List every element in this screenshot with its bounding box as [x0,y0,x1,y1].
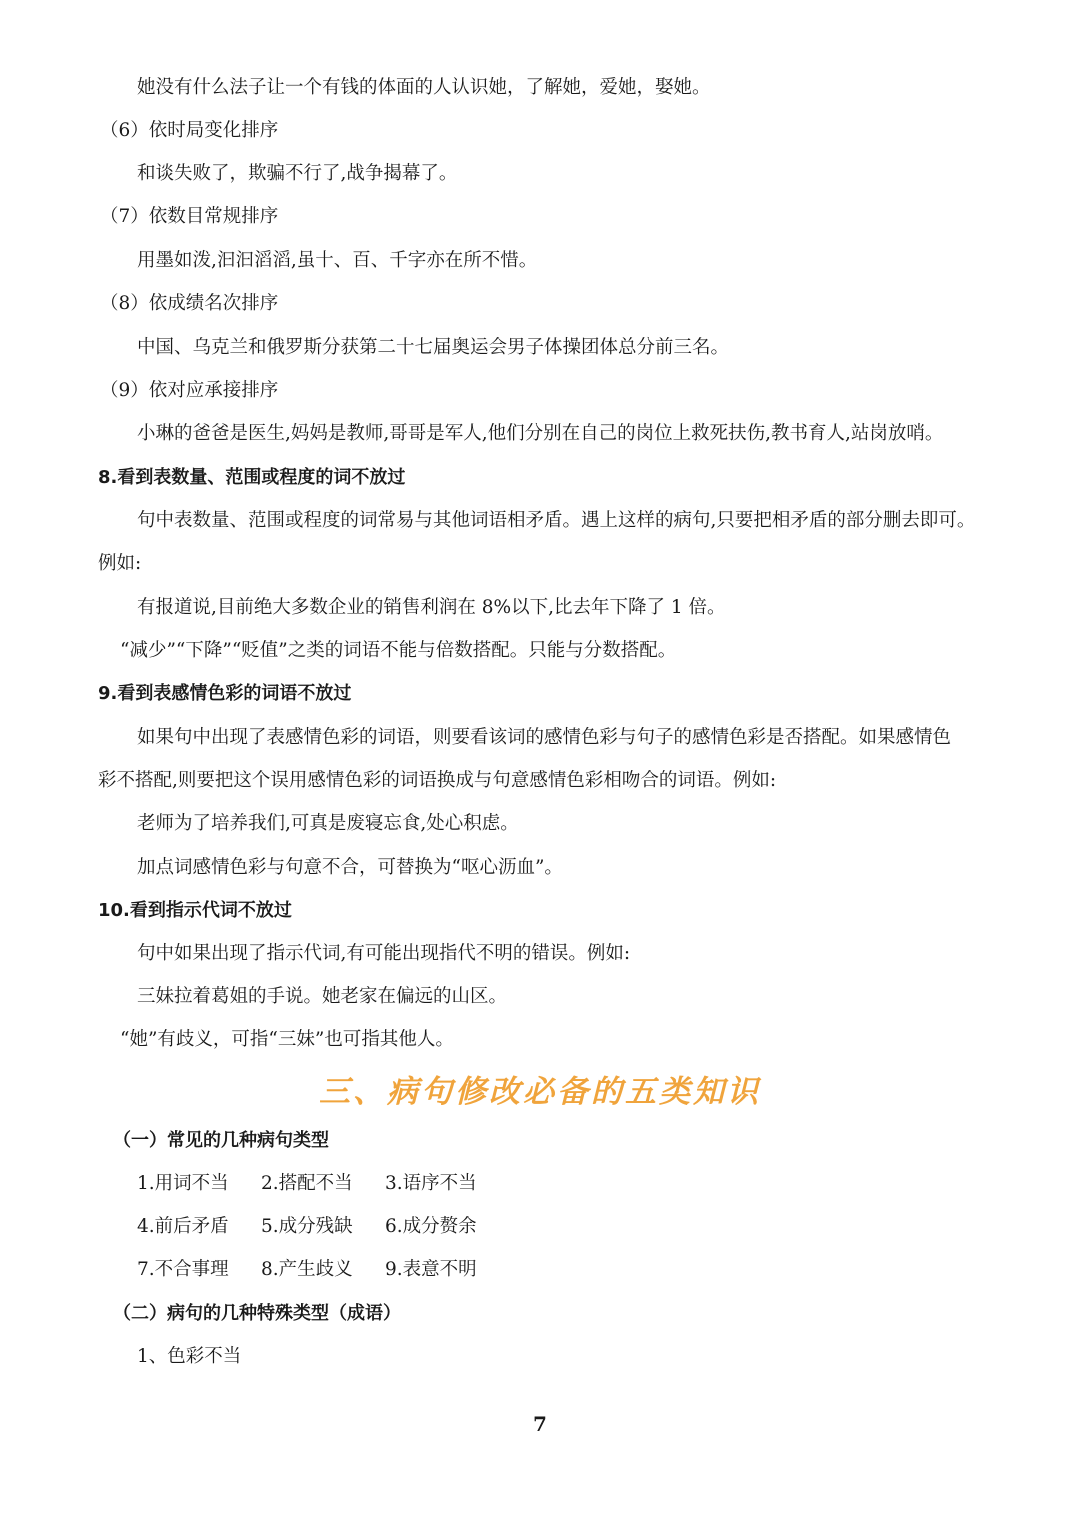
example-sentence: 小琳的爸爸是医生,妈妈是教师,哥哥是军人,他们分别在自己的岗位上救死扶伤,教书育人,站岗放哨。 [137,423,944,444]
example-sentence: 老师为了培养我们,可真是废寝忘食,处心积虑。 [137,813,519,834]
paragraph: 彩不搭配,则要把这个误用感情色彩的词语换成与句意感情色彩相吻合的词语。例如: [98,770,777,791]
subsection-heading: （二）病句的几种特殊类型（成语） [113,1303,401,1324]
explanation: “她”有歧义，可指“三妹”也可指其他人。 [120,1029,454,1050]
example-sentence: 和谈失败了，欺骗不行了,战争揭幕了。 [137,163,458,184]
explanation: 加点词感情色彩与句意不合，可替换为“呕心沥血”。 [137,857,563,878]
section-heading-10: 10.看到指示代词不放过 [98,900,292,921]
type-item: 7.不合事理 [137,1259,229,1280]
example-sentence: 中国、乌克兰和俄罗斯分获第二十七届奥运会男子体操团体总分前三名。 [137,337,730,358]
page-number: 7 [533,1412,547,1436]
subsection-heading: （一）常见的几种病句类型 [113,1130,329,1151]
type-item: 3.语序不当 [385,1173,477,1194]
list-item-heading: （6）依时局变化排序 [100,120,279,141]
list-item-heading: （9）依对应承接排序 [100,380,279,401]
list-item-heading: （8）依成绩名次排序 [100,293,279,314]
explanation: “减少”“下降”“贬值”之类的词语不能与倍数搭配。只能与分数搭配。 [120,640,677,661]
paragraph: 例如: [98,553,142,574]
type-row [137,1258,509,1282]
type-item: 9.表意不明 [385,1259,477,1280]
type-item: 1.用词不当 [137,1173,229,1194]
paragraph: 如果句中出现了表感情色彩的词语，则要看该词的感情色彩与句子的感情色彩是否搭配。如果感情色 [137,727,952,748]
section-heading-8: 8.看到表数量、范围或程度的词不放过 [98,467,406,488]
example-sentence: 她没有什么法子让一个有钱的体面的人认识她，了解她，爱她，娶她。 [137,77,711,98]
type-item: 5.成分残缺 [261,1216,353,1237]
example-sentence: 三妹拉着葛姐的手说。她老家在偏远的山区。 [137,986,508,1007]
list-item-heading: （7）依数目常规排序 [100,206,279,227]
type-item: 2.搭配不当 [261,1173,353,1194]
paragraph: 句中表数量、范围或程度的词常易与其他词语相矛盾。遇上这样的病句,只要把相矛盾的部分删去即可。 [137,510,976,531]
example-sentence: 用墨如泼,汩汩滔滔,虽十、百、千字亦在所不惜。 [137,250,538,271]
type-item: 8.产生歧义 [261,1259,353,1280]
type-row [137,1172,509,1196]
type-item: 4.前后矛盾 [137,1216,229,1237]
type-row [137,1215,509,1239]
section-title: 三、病句修改必备的五类知识 [319,1074,761,1110]
example-sentence: 有报道说,目前绝大多数企业的销售利润在 8%以下,比去年下降了 1 倍。 [137,597,726,618]
type-item: 6.成分赘余 [385,1216,477,1237]
section-heading-9: 9.看到表感情色彩的词语不放过 [98,683,352,704]
list-item: 1、色彩不当 [137,1346,242,1367]
paragraph: 句中如果出现了指示代词,有可能出现指代不明的错误。例如: [137,943,631,964]
